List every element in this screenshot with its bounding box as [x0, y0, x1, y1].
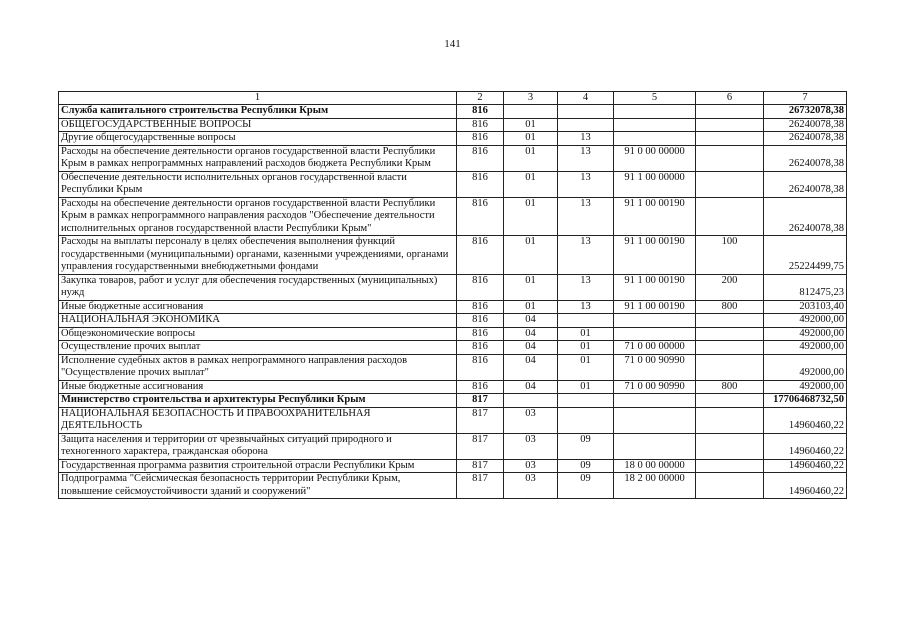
header-col-5: 5 [614, 92, 696, 105]
row-target-article [614, 407, 696, 433]
row-subsection-code [558, 407, 614, 433]
row-name: НАЦИОНАЛЬНАЯ БЕЗОПАСНОСТЬ И ПРАВООХРАНИТЕЛЬНАЯ ДЕЯТЕЛЬНОСТЬ [59, 407, 457, 433]
row-name: Расходы на выплаты персоналу в целях обеспечения выполнения функций государственными (муниципальными) органами, казенными учреждениями, органами управления государственными внебюджетными фондами [59, 236, 457, 275]
row-section-code: 01 [504, 118, 558, 132]
row-subsection-code: 13 [558, 171, 614, 197]
row-subsection-code: 13 [558, 236, 614, 275]
row-expense-type [696, 197, 764, 236]
row-target-article [614, 132, 696, 146]
table-row [59, 132, 847, 146]
row-amount: 25224499,75 [764, 236, 847, 275]
table-row [59, 394, 847, 408]
row-target-article: 91 1 00 00190 [614, 274, 696, 300]
header-col-1: 1 [59, 92, 457, 105]
row-name: Обеспечение деятельности исполнительных органов государственной власти Республики Крым [59, 171, 457, 197]
row-amount: 14960460,22 [764, 433, 847, 459]
row-amount: 812475,23 [764, 274, 847, 300]
table-row [59, 300, 847, 314]
row-expense-type: 800 [696, 300, 764, 314]
row-amount: 492000,00 [764, 327, 847, 341]
header-col-2: 2 [457, 92, 504, 105]
row-name: Государственная программа развития строительной отрасли Республики Крым [59, 459, 457, 473]
row-subsection-code: 13 [558, 197, 614, 236]
row-admin-code: 816 [457, 145, 504, 171]
row-name: Исполнение судебных актов в рамках непрограммного направления расходов "Осуществление прочих выплат" [59, 354, 457, 380]
row-target-article: 18 2 00 00000 [614, 473, 696, 499]
row-admin-code: 816 [457, 105, 504, 119]
row-subsection-code [558, 394, 614, 408]
row-expense-type [696, 132, 764, 146]
row-name: Расходы на обеспечение деятельности органов государственной власти Республики Крым в рамках непрограммного направления расходов "Обеспечение деятельности исполнительных органов государственной власти Республики Крым" [59, 197, 457, 236]
row-name: Иные бюджетные ассигнования [59, 380, 457, 394]
row-section-code: 03 [504, 473, 558, 499]
row-expense-type: 800 [696, 380, 764, 394]
row-expense-type [696, 314, 764, 328]
row-expense-type [696, 171, 764, 197]
row-target-article: 91 1 00 00000 [614, 171, 696, 197]
table-row [59, 118, 847, 132]
row-target-article [614, 105, 696, 119]
row-amount: 26240078,38 [764, 118, 847, 132]
row-expense-type [696, 394, 764, 408]
table-row [59, 354, 847, 380]
row-section-code: 01 [504, 274, 558, 300]
table-row [59, 145, 847, 171]
row-name: НАЦИОНАЛЬНАЯ ЭКОНОМИКА [59, 314, 457, 328]
header-col-7: 7 [764, 92, 847, 105]
row-amount: 26240078,38 [764, 132, 847, 146]
row-admin-code: 816 [457, 132, 504, 146]
row-expense-type [696, 341, 764, 355]
row-section-code: 01 [504, 300, 558, 314]
table-row [59, 433, 847, 459]
row-name: Осуществление прочих выплат [59, 341, 457, 355]
row-section-code: 01 [504, 171, 558, 197]
row-name: Расходы на обеспечение деятельности органов государственной власти Республики Крым в рамках непрограммных направлений расходов бюджета Республики Крым [59, 145, 457, 171]
row-amount: 14960460,22 [764, 407, 847, 433]
row-target-article [614, 327, 696, 341]
row-target-article: 91 1 00 00190 [614, 197, 696, 236]
row-subsection-code: 09 [558, 433, 614, 459]
row-section-code: 01 [504, 197, 558, 236]
row-admin-code: 816 [457, 341, 504, 355]
row-subsection-code: 13 [558, 300, 614, 314]
row-target-article [614, 118, 696, 132]
row-target-article: 71 0 00 90990 [614, 354, 696, 380]
row-admin-code: 817 [457, 473, 504, 499]
row-section-code: 04 [504, 341, 558, 355]
row-section-code: 01 [504, 132, 558, 146]
row-expense-type: 200 [696, 274, 764, 300]
row-subsection-code: 09 [558, 459, 614, 473]
row-section-code [504, 394, 558, 408]
page-number: 141 [444, 38, 461, 50]
row-amount: 203103,40 [764, 300, 847, 314]
row-expense-type [696, 105, 764, 119]
row-expense-type [696, 407, 764, 433]
row-expense-type [696, 354, 764, 380]
row-name: Другие общегосударственные вопросы [59, 132, 457, 146]
row-name: Защита населения и территории от чрезвычайных ситуаций природного и техногенного характера, гражданская оборона [59, 433, 457, 459]
row-amount: 14960460,22 [764, 473, 847, 499]
row-amount: 492000,00 [764, 341, 847, 355]
row-section-code [504, 105, 558, 119]
row-target-article: 91 1 00 00190 [614, 300, 696, 314]
row-name: Подпрограмма "Сейсмическая безопасность территории Республики Крым, повышение сейсмоустойчивости зданий и сооружений" [59, 473, 457, 499]
header-col-3: 3 [504, 92, 558, 105]
table-row [59, 274, 847, 300]
row-admin-code: 816 [457, 380, 504, 394]
row-expense-type [696, 459, 764, 473]
row-admin-code: 816 [457, 314, 504, 328]
row-admin-code: 816 [457, 327, 504, 341]
row-section-code: 01 [504, 145, 558, 171]
row-admin-code: 816 [457, 274, 504, 300]
row-amount: 26240078,38 [764, 145, 847, 171]
row-admin-code: 817 [457, 394, 504, 408]
row-name: Служба капитального строительства Республики Крым [59, 105, 457, 119]
row-admin-code: 817 [457, 459, 504, 473]
row-subsection-code [558, 105, 614, 119]
row-name: Общеэкономические вопросы [59, 327, 457, 341]
row-admin-code: 816 [457, 300, 504, 314]
row-subsection-code: 01 [558, 380, 614, 394]
header-col-6: 6 [696, 92, 764, 105]
row-section-code: 03 [504, 433, 558, 459]
row-section-code: 04 [504, 327, 558, 341]
table-row [59, 407, 847, 433]
row-amount: 26732078,38 [764, 105, 847, 119]
row-expense-type [696, 433, 764, 459]
row-expense-type [696, 327, 764, 341]
row-name: Закупка товаров, работ и услуг для обеспечения государственных (муниципальных) нужд [59, 274, 457, 300]
header-row [59, 92, 847, 105]
row-amount: 17706468732,50 [764, 394, 847, 408]
row-subsection-code [558, 314, 614, 328]
row-expense-type [696, 145, 764, 171]
row-target-article [614, 394, 696, 408]
row-subsection-code: 01 [558, 354, 614, 380]
row-expense-type [696, 118, 764, 132]
header-col-4: 4 [558, 92, 614, 105]
row-target-article: 71 0 00 90990 [614, 380, 696, 394]
budget-table [58, 91, 847, 499]
budget-table-body [59, 92, 847, 499]
row-name: Иные бюджетные ассигнования [59, 300, 457, 314]
row-amount: 26240078,38 [764, 197, 847, 236]
row-admin-code: 816 [457, 171, 504, 197]
row-subsection-code: 01 [558, 327, 614, 341]
row-target-article: 91 1 00 00190 [614, 236, 696, 275]
row-target-article [614, 433, 696, 459]
table-row [59, 459, 847, 473]
table-row [59, 327, 847, 341]
row-amount: 492000,00 [764, 314, 847, 328]
row-subsection-code: 13 [558, 274, 614, 300]
row-target-article [614, 314, 696, 328]
table-row [59, 341, 847, 355]
row-admin-code: 816 [457, 197, 504, 236]
table-row [59, 171, 847, 197]
row-admin-code: 817 [457, 433, 504, 459]
row-section-code: 04 [504, 380, 558, 394]
table-row [59, 236, 847, 275]
row-amount: 492000,00 [764, 354, 847, 380]
row-target-article: 18 0 00 00000 [614, 459, 696, 473]
row-subsection-code: 13 [558, 145, 614, 171]
row-admin-code: 816 [457, 354, 504, 380]
row-admin-code: 817 [457, 407, 504, 433]
table-row [59, 380, 847, 394]
row-section-code: 01 [504, 236, 558, 275]
row-name: ОБЩЕГОСУДАРСТВЕННЫЕ ВОПРОСЫ [59, 118, 457, 132]
row-subsection-code: 09 [558, 473, 614, 499]
row-section-code: 03 [504, 407, 558, 433]
row-amount: 14960460,22 [764, 459, 847, 473]
row-target-article: 91 0 00 00000 [614, 145, 696, 171]
row-admin-code: 816 [457, 236, 504, 275]
table-row [59, 105, 847, 119]
row-section-code: 04 [504, 314, 558, 328]
table-row [59, 314, 847, 328]
table-row [59, 473, 847, 499]
row-expense-type [696, 473, 764, 499]
row-section-code: 03 [504, 459, 558, 473]
row-subsection-code: 01 [558, 341, 614, 355]
row-amount: 26240078,38 [764, 171, 847, 197]
row-admin-code: 816 [457, 118, 504, 132]
row-name: Министерство строительства и архитектуры Республики Крым [59, 394, 457, 408]
row-expense-type: 100 [696, 236, 764, 275]
row-subsection-code [558, 118, 614, 132]
row-subsection-code: 13 [558, 132, 614, 146]
row-target-article: 71 0 00 00000 [614, 341, 696, 355]
table-row [59, 197, 847, 236]
row-amount: 492000,00 [764, 380, 847, 394]
row-section-code: 04 [504, 354, 558, 380]
